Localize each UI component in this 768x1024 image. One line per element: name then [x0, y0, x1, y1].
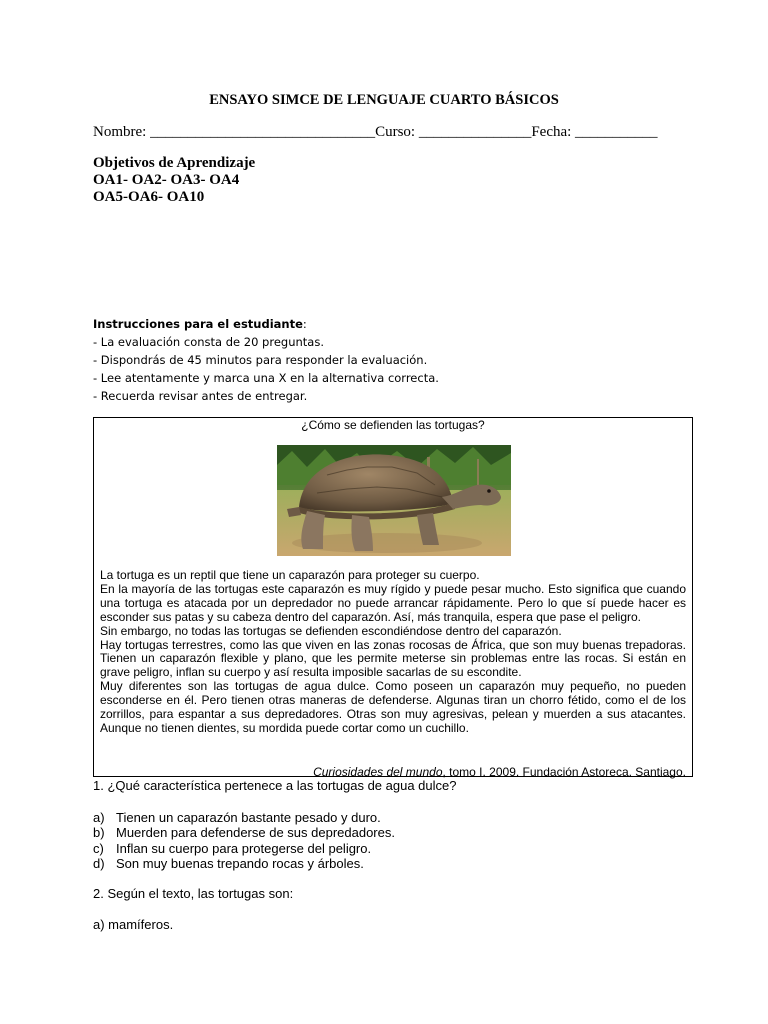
option-text: Muerden para defenderse de sus depredadores.: [116, 825, 395, 841]
answer-option-b[interactable]: [93, 825, 395, 840]
instruction-item: - Recuerda revisar antes de entregar.: [93, 389, 308, 403]
question-1-options: [93, 810, 395, 871]
turtle-photo: [277, 445, 511, 556]
citation-source-title: Curiosidades del mundo: [313, 765, 443, 779]
exam-title: ENSAYO SIMCE DE LENGUAJE CUARTO BÁSICOS: [209, 92, 559, 108]
instructions-section: [93, 315, 439, 405]
reading-paragraph: Sin embargo, no todas las tortugas se defienden escondiéndose dentro del caparazón.: [100, 623, 562, 638]
answer-option-c[interactable]: [93, 841, 395, 856]
option-text: Inflan su cuerpo para protegerse del peligro.: [116, 840, 372, 856]
instruction-item: - Dispondrás de 45 minutos para responder la evaluación.: [93, 353, 428, 367]
citation-details: , tomo I. 2009. Fundación Astoreca. Santiago.: [442, 765, 686, 779]
learning-objectives: [93, 155, 255, 206]
objectives-line-2: OA5-OA6- OA10: [93, 189, 205, 205]
reading-title: ¿Cómo se defienden las tortugas?: [301, 418, 485, 432]
option-letter: a): [93, 810, 105, 825]
option-letter: d): [93, 855, 105, 871]
instruction-item: - Lee atentamente y marca una X en la alternativa correcta.: [93, 371, 439, 385]
reading-paragraph: Muy diferentes son las tortugas de agua dulce. Como poseen un caparazón muy pequeño, no pueden esconderse en él. Pero tienen otras maneras de defenderse. Algunas tiran un chorro fétido, como el de los zorrillos, para espantar a sus depredadores. Otras son muy agresivas, pelean y muerden a sus atacantes. Aunque no tienen dientes, su mordida puede cortar como un cuchillo.: [100, 679, 686, 735]
answer-option-d[interactable]: [93, 856, 395, 871]
option-letter: b): [93, 825, 105, 841]
objectives-line-1: OA1- OA2- OA3- OA4: [93, 172, 240, 188]
instructions-colon: :: [302, 317, 307, 331]
option-text: Son muy buenas trepando rocas y árboles.: [116, 855, 364, 871]
option-letter: c): [93, 840, 104, 856]
option-text: Tienen un caparazón bastante pesado y duro.: [116, 810, 381, 825]
reading-paragraph: Hay tortugas terrestres, como las que viven en las zonas rocosas de África, que son muy buenas trepadoras. Tienen un caparazón flexible y plano, que les permite meterse sin problemas entre las rocas. Si están en grave peligro, inflan su cuerpo y así resulta imposible sacarlas de su escondite.: [100, 637, 686, 680]
instructions-heading: Instrucciones para el estudiante: [93, 317, 303, 331]
objectives-heading: Objetivos de Aprendizaje: [93, 155, 256, 171]
instruction-item: - La evaluación consta de 20 preguntas.: [93, 335, 324, 349]
question-2-text: 2. Según el texto, las tortugas son:: [93, 886, 294, 901]
question-2-option-a[interactable]: a) mamíferos.: [93, 917, 174, 932]
reading-paragraph: La tortuga es un reptil que tiene un caparazón para proteger su cuerpo.: [100, 568, 480, 582]
reading-text: [100, 569, 686, 736]
student-info-line: Nombre: ______________________________Curso: _______________Fecha: ___________: [93, 124, 658, 140]
answer-option-a[interactable]: [93, 810, 395, 825]
reading-paragraph: En la mayoría de las tortugas este caparazón es muy rígido y puede pesar mucho. Esto significa que cuando una tortuga es atacada por un depredador no puede arrancar rápidamente. Pero lo que sí puede hacer es esconder sus patas y su cabeza dentro del caparazón. Así, más tranquila, espera que pase el peligro.: [100, 581, 686, 624]
reading-passage-box: [93, 417, 693, 777]
reading-citation: [313, 765, 686, 779]
question-1-text: 1. ¿Qué característica pertenece a las tortugas de agua dulce?: [93, 778, 457, 793]
